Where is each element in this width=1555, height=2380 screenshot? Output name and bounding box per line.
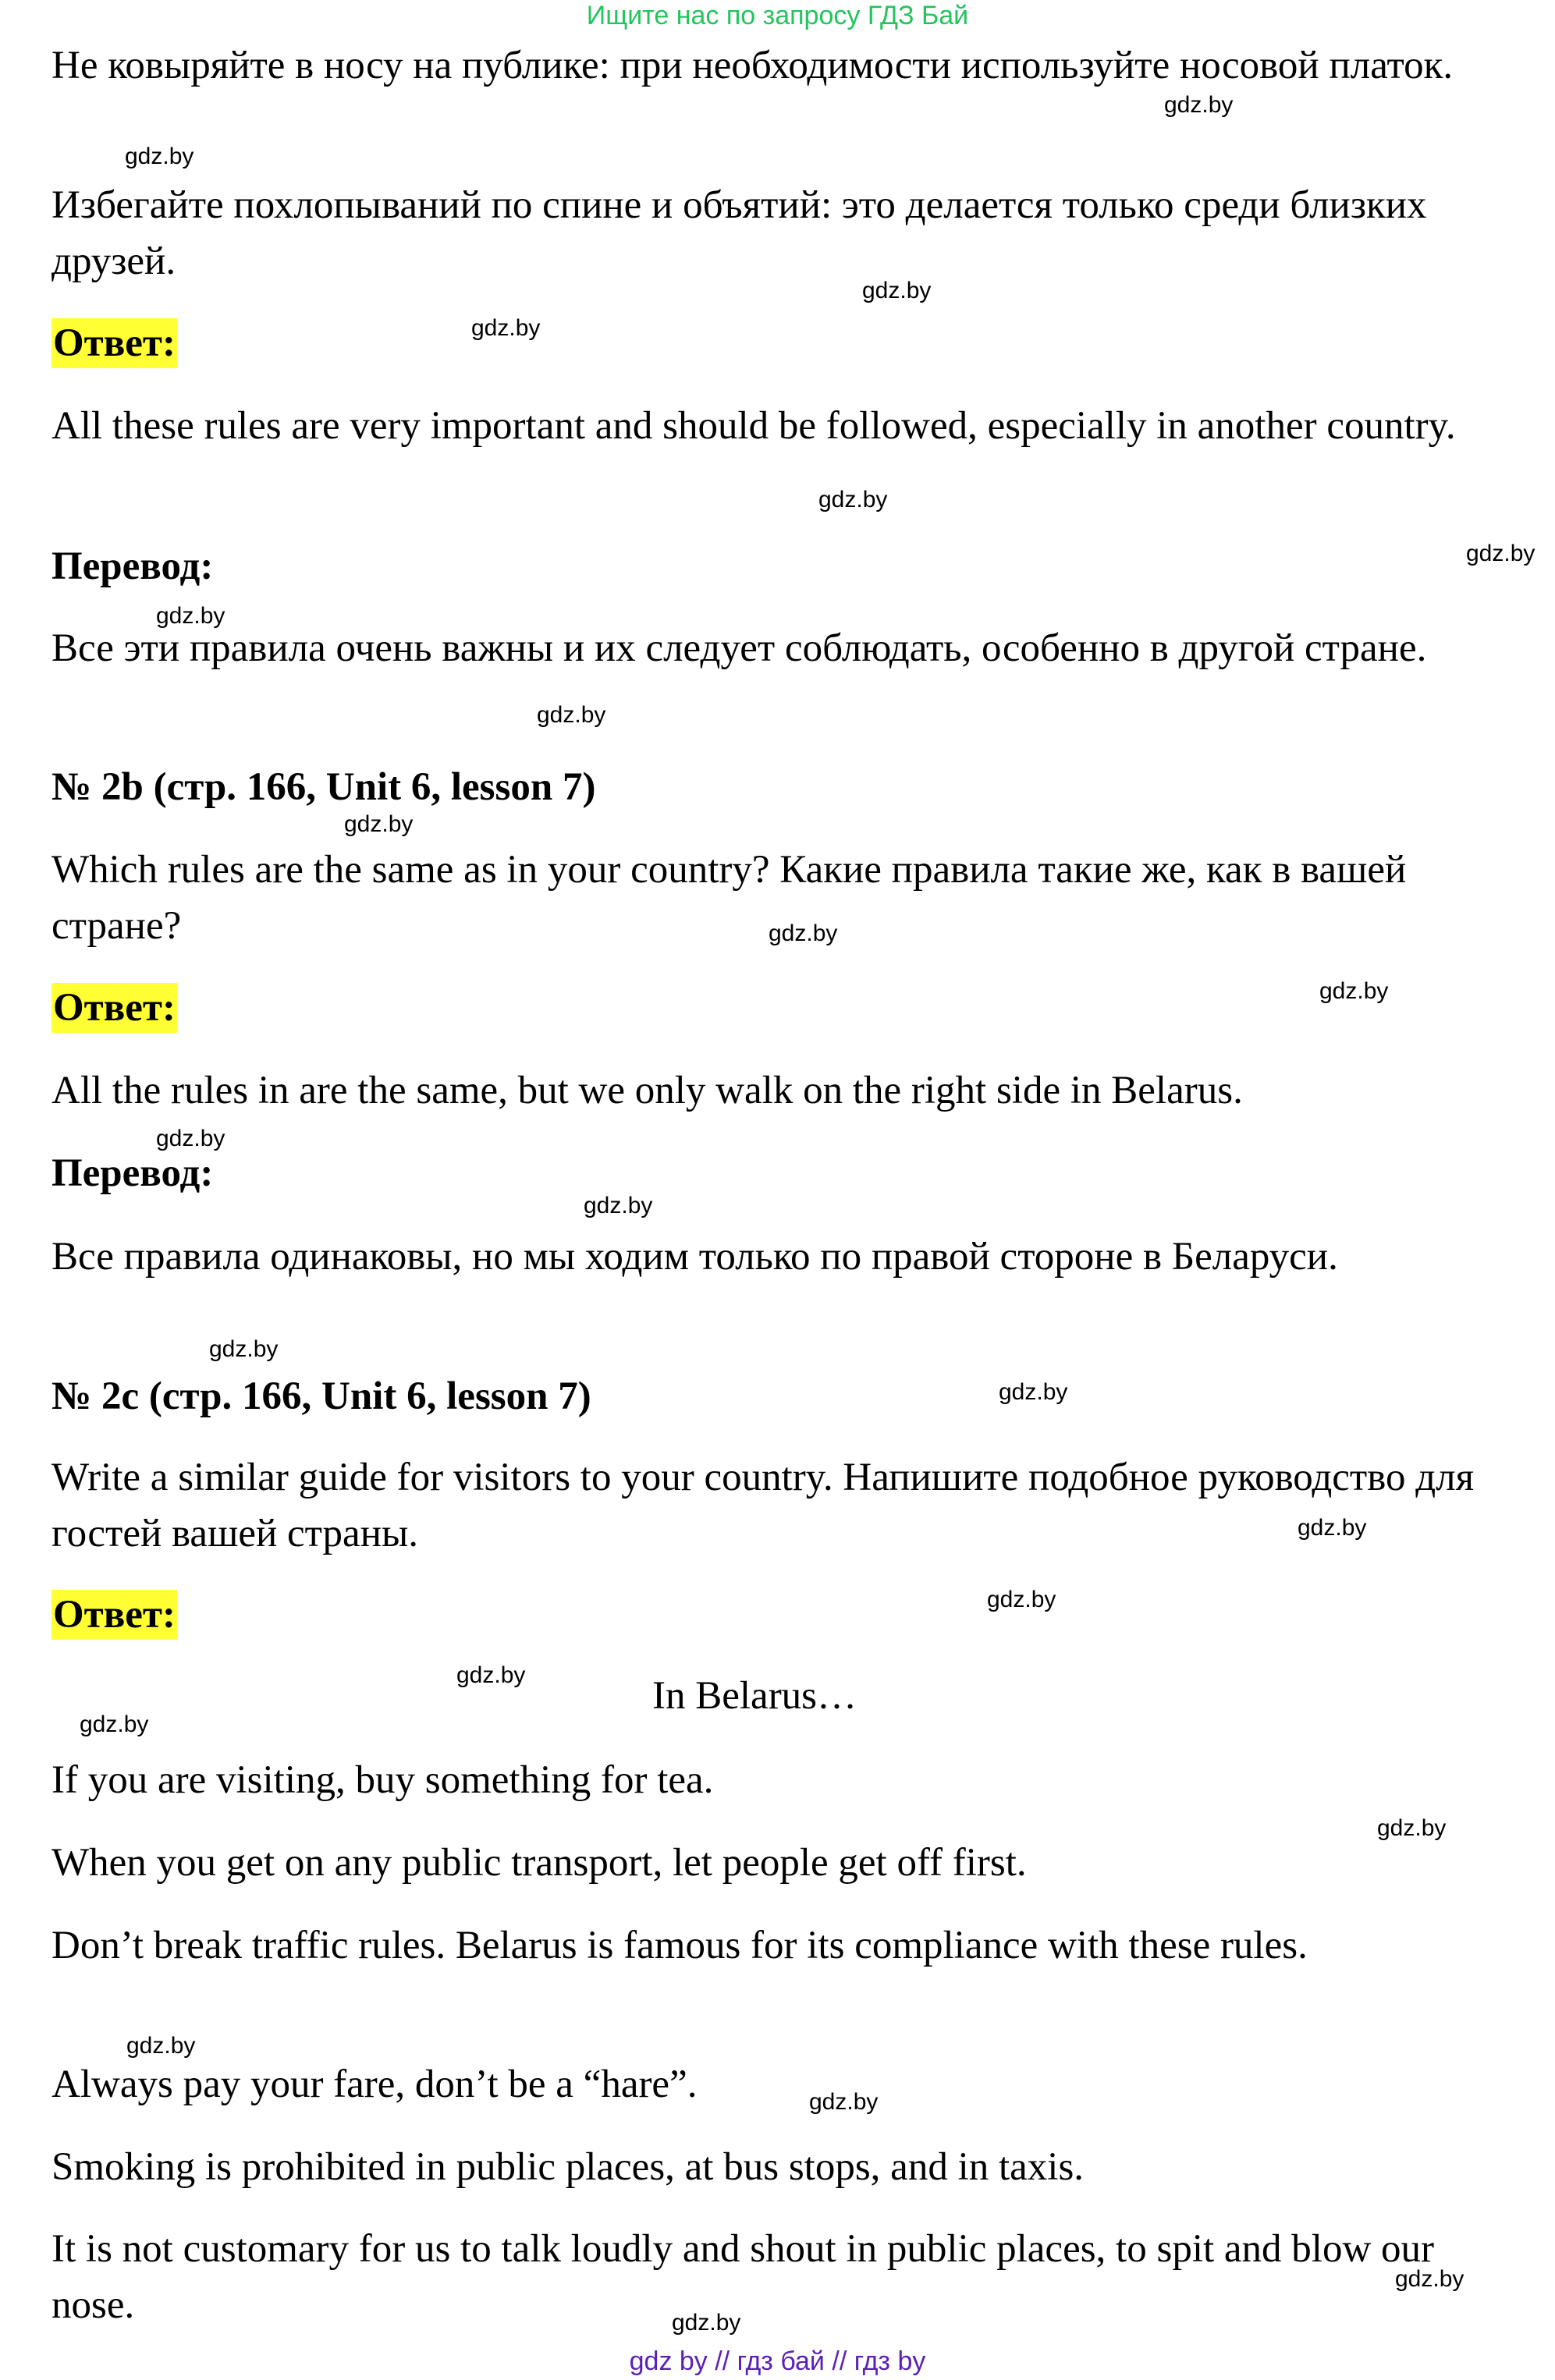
watermark: gdz.by (809, 2089, 879, 2115)
watermark: gdz.by (1466, 541, 1535, 566)
watermark: gdz.by (1319, 978, 1389, 1004)
search-hint-link[interactable]: Ищите нас по запросу ГДЗ Бай (586, 1, 969, 30)
footer-links[interactable]: gdz by // гдз бай // гдз by (629, 2346, 926, 2376)
paragraph-task-2b: Which rules are the same as in your country? Какие правила такие же, как в вашей стране? (51, 848, 1407, 948)
paragraph-answer-en: All these rules are very important and should be followed, especially in another country. (51, 404, 1456, 448)
paragraph-answer-2b: All the rules in are the same, but we only walk on the right side in Belarus. (51, 1069, 1243, 1112)
task-2b-heading: № 2b (стр. 166, Unit 6, lesson 7) (51, 765, 596, 809)
watermark: gdz.by (456, 1662, 526, 1688)
paragraph-translation-ru: Все эти правила очень важны и их следует соблюдать, особенно в другой стране. (51, 626, 1427, 670)
watermark: gdz.by (156, 1126, 225, 1151)
translation-label: Перевод: (51, 544, 214, 588)
answer-label: Ответ: (51, 983, 177, 1033)
watermark: gdz.by (999, 1379, 1068, 1405)
watermark: gdz.by (209, 1336, 279, 1362)
watermark: gdz.by (126, 2033, 196, 2059)
watermark: gdz.by (471, 315, 541, 341)
guide-item-fare: Always pay your fare, don’t be a “hare”. (51, 2063, 698, 2106)
watermark: gdz.by (1164, 92, 1234, 118)
watermark: gdz.by (862, 278, 932, 303)
watermark: gdz.by (344, 811, 414, 837)
guide-item-smoking: Smoking is prohibited in public places, at bus stops, and in taxis. (51, 2145, 1085, 2189)
watermark: gdz.by (1377, 1815, 1447, 1841)
guide-item-manners: It is not customary for us to talk loudly and shout in public places, to spit and blow our nose. (51, 2227, 1435, 2327)
translation-label: Перевод: (51, 1151, 214, 1195)
watermark: gdz.by (1298, 1515, 1367, 1541)
guide-title: In Belarus… (652, 1674, 857, 1718)
guide-item-transport: When you get on any public transport, let people get off first. (51, 1841, 1027, 1885)
watermark: gdz.by (1395, 2266, 1464, 2292)
watermark: gdz.by (584, 1193, 653, 1218)
watermark: gdz.by (818, 487, 888, 513)
task-2c-heading: № 2c (стр. 166, Unit 6, lesson 7) (51, 1374, 591, 1418)
watermark: gdz.by (125, 144, 194, 169)
paragraph-hugs: Избегайте похлопываний по спине и объятий: это делается только среди близких друзей. (51, 183, 1427, 283)
watermark: gdz.by (987, 1587, 1056, 1612)
watermark: gdz.by (537, 702, 606, 728)
watermark: gdz.by (156, 603, 225, 629)
watermark: gdz.by (769, 920, 838, 946)
watermark: gdz.by (80, 1711, 149, 1737)
guide-item-tea: If you are visiting, buy something for tea. (51, 1758, 714, 1802)
paragraph-translation-2b: Все правила одинаковы, но мы ходим только по правой стороне в Беларуси. (51, 1235, 1338, 1279)
guide-item-traffic: Don’t break traffic rules. Belarus is famous for its compliance with these rules. (51, 1924, 1308, 1967)
answer-label: Ответ: (51, 1590, 177, 1640)
answer-label: Ответ: (51, 318, 177, 368)
paragraph-nose: Не ковыряйте в носу на публике: при необходимости используйте носовой платок. (51, 44, 1454, 87)
paragraph-task-2c: Write a similar guide for visitors to your country. Напишите подобное руководство для гостей вашей страны. (51, 1456, 1475, 1555)
watermark: gdz.by (672, 2310, 741, 2336)
